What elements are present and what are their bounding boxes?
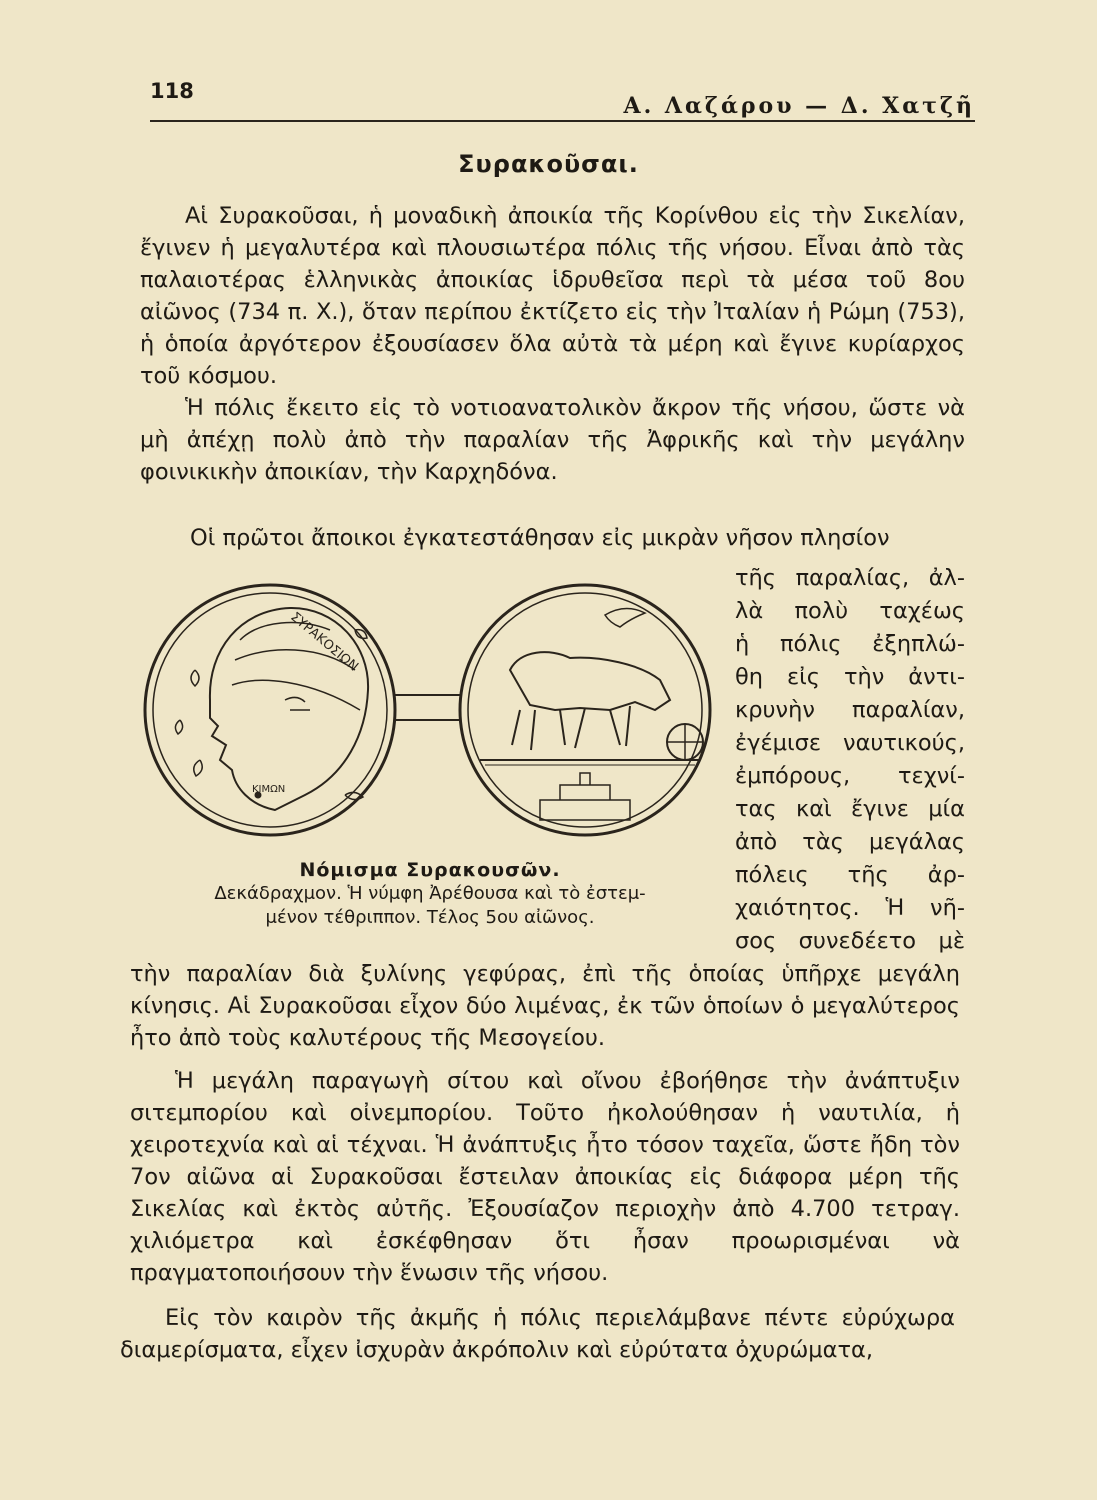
wrapped-line: τας καὶ ἔγινε μία bbox=[735, 796, 965, 822]
body-text-end bbox=[120, 1302, 955, 1366]
wrap-paragraph-start bbox=[145, 522, 965, 554]
caption-line: Δεκάδραχμον. Ἡ νύμφη Ἀρέθουσα καὶ τὸ ἐστεμ- bbox=[214, 883, 646, 904]
coin-reverse bbox=[460, 585, 710, 835]
wrapped-line: ἡ πόλις ἐξηπλώ- bbox=[735, 631, 965, 657]
wrapped-line: ἐγέμισε ναυτικούς, bbox=[735, 730, 965, 756]
running-head: Α. Λαζάρου — Δ. Χατζῆ bbox=[623, 93, 975, 119]
page-header bbox=[150, 75, 975, 122]
paragraph: Οἱ πρῶτοι ἄποικοι ἐγκατεστάθησαν εἰς μικρὰν νῆσον πλησίον bbox=[190, 525, 890, 551]
intro-text bbox=[140, 200, 965, 488]
wrapped-line: ἐμπόρους, τεχνί- bbox=[735, 763, 965, 789]
coin-illustration bbox=[140, 560, 720, 860]
figure-caption bbox=[140, 858, 720, 930]
coin-link bbox=[395, 695, 460, 720]
wrapped-line: κρυνὴν παραλίαν, bbox=[735, 697, 965, 723]
caption-line: μένον τέθριππον. Τέλος 5ου αἰῶνος. bbox=[265, 907, 595, 928]
wrapped-line: χαιότητος. Ἡ νῆ- bbox=[735, 895, 965, 921]
wrapped-line: τῆς παραλίας, ἀλ- bbox=[735, 565, 965, 591]
body-text bbox=[130, 1065, 960, 1289]
paragraph: Αἱ Συρακοῦσαι, ἡ μοναδικὴ ἀποικία τῆς Κορίνθου εἰς τὴν Σικελίαν, ἔγινεν ἡ μεγαλυτέρα καὶ πλουσιωτέρα πόλις τῆς νήσου. Εἶναι ἀπὸ τὰς παλαιοτέρας ἑλληνικὰς ἀποικίας ἱδρυθεῖσα περὶ τὰ μέσα τοῦ 8ου αἰῶνος (734 π. Χ.), ὅταν περίπου ἐκτίζετο εἰς τὴν Ἰταλίαν ἡ Ρώμη (753), ἡ ὁποία ἀργότερον ἐξουσίασεν ὅλα αὐτὰ τὰ μέρη καὶ ἔγινε κυρίαρχος τοῦ κόσμου. bbox=[140, 203, 965, 389]
wrapped-line: λὰ πολὺ ταχέως bbox=[735, 598, 965, 624]
coin-obverse bbox=[145, 585, 395, 835]
wrapped-line: θη εἰς τὴν ἀντι- bbox=[735, 664, 965, 690]
wrapped-line: σος συνεδέετο μὲ bbox=[735, 928, 965, 954]
coin-exergue: ΚΙΜΩΝ bbox=[252, 784, 286, 795]
wrapped-line: ἀπὸ τὰς μεγάλας bbox=[735, 829, 965, 855]
coin-legend: ΣΥΡΑΚΟΣΙΩΝ bbox=[287, 609, 361, 675]
paragraph: Ἡ μεγάλη παραγωγὴ σίτου καὶ οἴνου ἐβοήθησε τὴν ἀνάπτυξιν σιτεμπορίου καὶ οἰνεμπορίου. Τοῦτο ἠκολούθησαν ἡ ναυτιλία, ἡ χειροτεχνία καὶ αἱ τέχναι. Ἡ ἀνάπτυξις ἦτο τόσον ταχεῖα, ὥστε ἤδη τὸν 7ον αἰῶνα αἱ Συρακοῦσαι ἔστειλαν ἀποικίας εἰς διάφορα μέρη τῆς Σικελίας καὶ ἐκτὸς αὐτῆς. Ἐξουσίαζον περιοχὴν ἀπὸ 4.700 τετραγ. χιλιόμετρα καὶ ἐσκέφθησαν ὅτι ἦσαν προωρισμέναι νὰ πραγματοποιήσουν τὴν ἕνωσιν τῆς νήσου. bbox=[130, 1068, 960, 1286]
page-number: 118 bbox=[150, 79, 194, 103]
paragraph: Ἡ πόλις ἔκειτο εἰς τὸ νοτιοανατολικὸν ἄκρον τῆς νήσου, ὥστε νὰ μὴ ἀπέχῃ πολὺ ἀπὸ τὴν παραλίαν τῆς Ἀφρικῆς καὶ τὴν μεγάλην φοινικικὴν ἀποικίαν, τὴν Καρχηδόνα. bbox=[140, 395, 965, 485]
paragraph: Εἰς τὸν καιρὸν τῆς ἀκμῆς ἡ πόλις περιελάμβανε πέντε εὐρύχωρα διαμερίσματα, εἶχεν ἰσχυρὰν ἀκρόπολιν καὶ εὐρύτατα ὀχυρώματα, bbox=[120, 1305, 955, 1363]
paragraph: τὴν παραλίαν διὰ ξυλίνης γεφύρας, ἐπὶ τῆς ὁποίας ὑπῆρχε μεγάλη κίνησις. Αἱ Συρακοῦσαι εἶχον δύο λιμένας, ἐκ τῶν ὁποίων ὁ μεγαλύτερος ἦτο ἀπὸ τοὺς καλυτέρους τῆς Μεσογείου. bbox=[130, 961, 960, 1051]
wrapped-line: πόλεις τῆς ἀρ- bbox=[735, 862, 965, 888]
caption-title: Νόμισμα Συρακουσῶν. bbox=[299, 859, 561, 881]
wrap-paragraph-end bbox=[130, 958, 960, 1054]
section-title: Συρακοῦσαι. bbox=[458, 150, 639, 178]
wrapped-text-column bbox=[735, 562, 965, 958]
